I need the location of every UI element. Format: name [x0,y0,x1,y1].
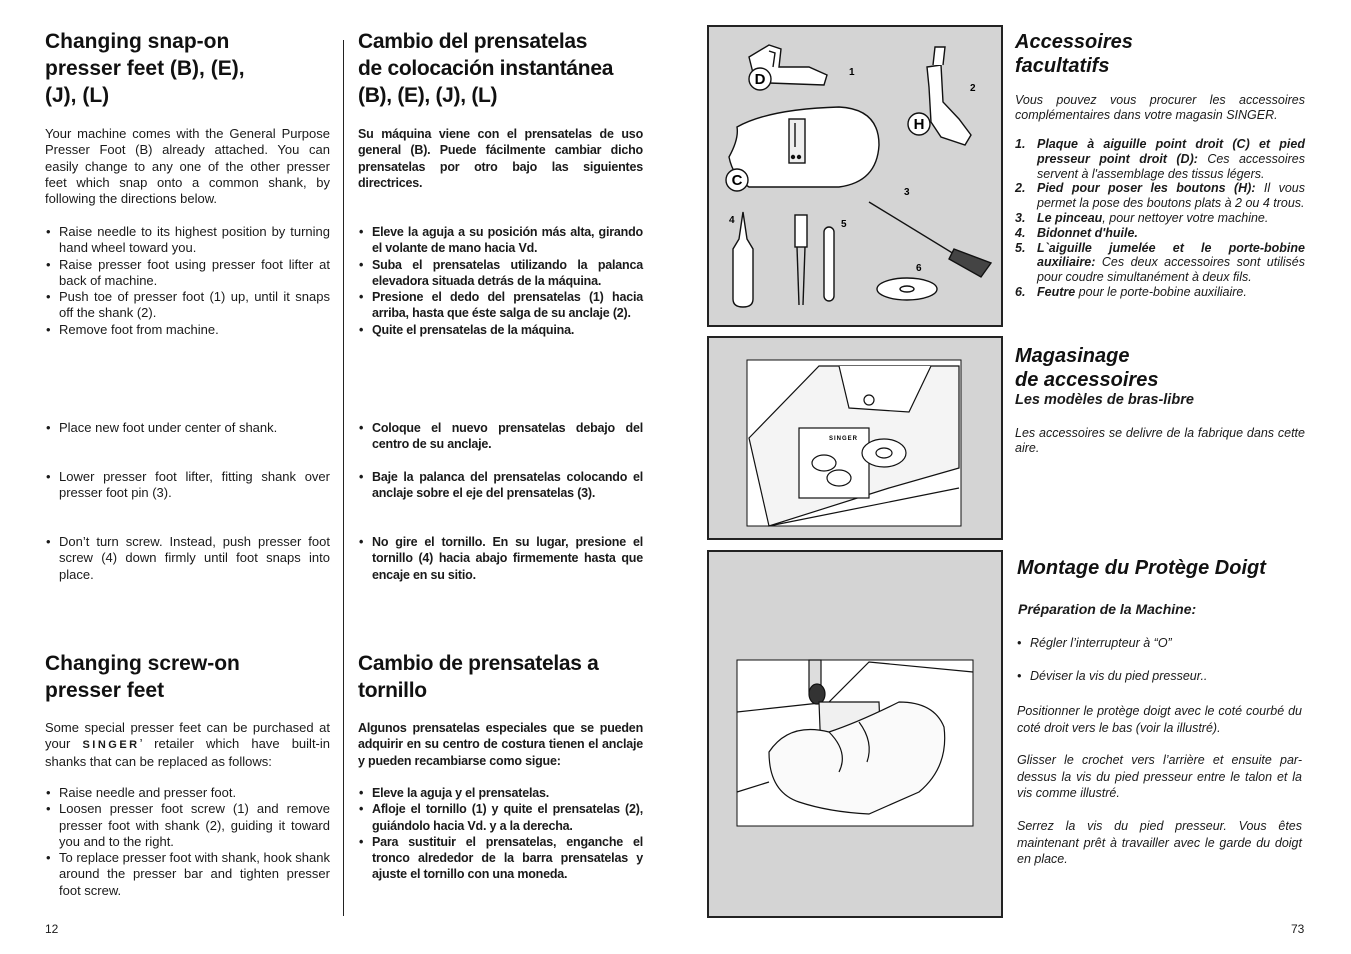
en-step-place: • Place new foot under center of shank. [45,420,330,436]
es-steps-screw-on [358,785,643,883]
list-item: • Raise presser foot using presser foot lifter at back of machine. [45,257,330,290]
singer-brand: SINGER [82,739,140,752]
page-number-left: 12 [45,922,59,936]
en-step-screw: • Don’t turn screw. Instead, push presser foot screw (4) down firmly until foot snaps into place. [45,534,330,583]
en-steps-screw-on [45,785,330,899]
machine-brand: SINGER [829,436,859,442]
en-title-screw-on: Changing screw-on presser feet [45,652,240,702]
number-2: 2 [970,83,976,94]
es-steps-snap-on [358,224,643,338]
label-c: C [731,172,743,189]
es-step-lower: • Baje la palanca del prensatelas colocando el anclaje sobre el eje del prensatelas (3). [358,469,643,502]
fr-title-storage: Magasinage de accessoires [1015,345,1159,391]
figure-storage [707,336,1003,540]
figure-accessories [707,25,1003,327]
fr-storage-subtitle: Les modèles de bras-libre [1015,392,1194,408]
fr-guard-step-1: • Régler l’interrupteur à “O” [1016,635,1306,651]
en-intro-snap-on: Your machine comes with the General Purpose Presser Foot (B) already attached. You can easily change to any one of the other presser feet which snap onto a common shank, by following the directions below. [45,126,330,207]
number-1: 1 [849,67,855,78]
list-item: • Remove foot from machine. [45,322,330,338]
label-h: H [913,116,925,133]
list-item: • Raise needle and presser foot. [45,785,330,801]
list-item: 5. L`aiguille jumelée et le porte-bobine auxiliaire: Ces deux accessoires sont utilisés pour coudre simultanément à deux fils. [1015,240,1305,285]
finger-guard-illustration [709,552,1001,916]
list-item: • Suba el prensatelas utilizando la palanca elevadora situada detrás de la máquina. [358,257,643,290]
es-step-screw: • No gire el tornillo. En su lugar, presione el tornillo (4) hacia abajo firmemente hasta que encaje en su sitio. [358,534,643,583]
accessories-illustration [709,27,1001,325]
number-5: 5 [841,219,847,230]
fr-guard-p3: Serrez la vis du pied presseur. Vous êtes maintenant prêt à travailler avec le garde du doigt en place. [1017,819,1302,866]
en-title-snap-on: Changing snap-on presser feet (B), (E), (J), (L) [45,30,245,107]
list-item: 2. Pied pour poser les boutons (H): Il vous permet la pose des boutons plats à 2 ou 4 trous. [1015,181,1305,211]
fr-accessories-list [1015,137,1305,300]
en-steps-snap-on [45,224,330,338]
fr-guard-step-2: • Déviser la vis du pied presseur.. [1016,668,1306,684]
twin-needle-icon [795,215,807,305]
fr-title-finger-guard: Montage du Protège Doigt [1017,557,1266,579]
es-title-screw-on: Cambio de prensatelas a tornillo [358,652,599,702]
fr-title-accessories: Accessoires facultatifs [1015,31,1133,77]
list-item: • Quite el prensatelas de la máquina. [358,322,643,338]
oil-bottle-icon [733,212,753,307]
list-item: • Para sustituir el prensatelas, enganche el tronco alrededor de la barra prensatelas y ajuste el tornillo con una moneda. [358,834,643,883]
list-item: • Eleve la aguja y el prensatelas. [358,785,643,801]
figure-finger-guard [707,550,1003,918]
spool-pin-icon [824,227,834,301]
page-number-right: 73 [1291,922,1305,936]
label-d: D [754,71,766,88]
number-6: 6 [916,263,922,274]
column-divider [343,40,344,916]
fr-guard-p2: Glisser le crochet vers l’arrière et ensuite par-dessus la vis du pied presseur entre le talon et la vis comme illustré. [1017,753,1302,800]
es-title-snap-on: Cambio del prensatelas de colocación instantánea (B), (E), (J), (L) [358,30,614,107]
english-column [45,28,330,109]
number-3: 3 [904,187,910,198]
list-item: • Raise needle to its highest position by turning hand wheel toward you. [45,224,330,257]
felt-washer-icon [877,278,937,300]
list-item: 3. Le pinceau, pour nettoyer votre machine. [1015,210,1269,225]
list-item: • Presione el dedo del prensatelas (1) hacia arriba, hasta que éste salga de su anclaje (2). [358,289,643,322]
list-item: • Eleve la aguja a su posición más alta, girando el volante de mano hacia Vd. [358,224,643,257]
brush-icon [869,202,991,277]
es-intro-screw-on: Algunos prensatelas especiales que se pueden adquirir en su centro de costura tienen el anclaje y pueden recambiarse como sigue: [358,721,643,768]
fr-accessories-intro: Vous pouvez vous procurer les accessoires complémentaires dans votre magasin SINGER. [1015,93,1305,122]
en-step-lower: • Lower presser foot lifter, fitting shank over presser foot pin (3). [45,469,330,502]
fr-guard-p1: Positionner le protège doigt avec le coté courbé du coté droit vers le bas (voir la illustré). [1017,704,1302,735]
fr-storage-text: Les accessoires se delivre de la fabrique dans cette aire. [1015,426,1305,455]
es-intro-snap-on: Su máquina viene con el prensatelas de uso general (B). Puede fácilmente cambiar dicho prensatelas por otro bajo las siguientes directrices. [358,127,643,190]
fr-guard-subtitle: Préparation de la Machine: [1018,601,1197,617]
en-intro-screw-on: Some special presser feet can be purchased at your SINGER’ retailer which have built-in shanks that can be replaced as follows: [45,720,330,769]
list-item: • To replace presser foot with shank, hook shank around the presser bar and tighten presser foot screw. [45,850,330,899]
list-item: • Afloje el tornillo (1) y quite el prensatelas (2), guiándolo hacia Vd. y a la derecha. [358,801,643,834]
es-step-place: • Coloque el nuevo prensatelas debajo del centro de su anclaje. [358,420,643,453]
needle-plate-icon [726,107,879,191]
list-item: • Push toe of presser foot (1) up, until it snaps off the shank (2). [45,289,330,322]
number-4: 4 [729,215,735,226]
list-item: 6. Feutre pour le porte-bobine auxiliaire. [1015,284,1247,299]
storage-illustration [709,338,1001,538]
list-item: 1. Plaque à aiguille point droit (C) et pied presseur point droit (D): Ces accessoires servent à l'assemblage des tissus légers. [1015,137,1305,181]
list-item: • Loosen presser foot screw (1) and remove presser foot with shank (2), guiding it toward you and to the right. [45,801,330,850]
list-item: 4. Bidonnet d'huile. [1015,225,1138,240]
